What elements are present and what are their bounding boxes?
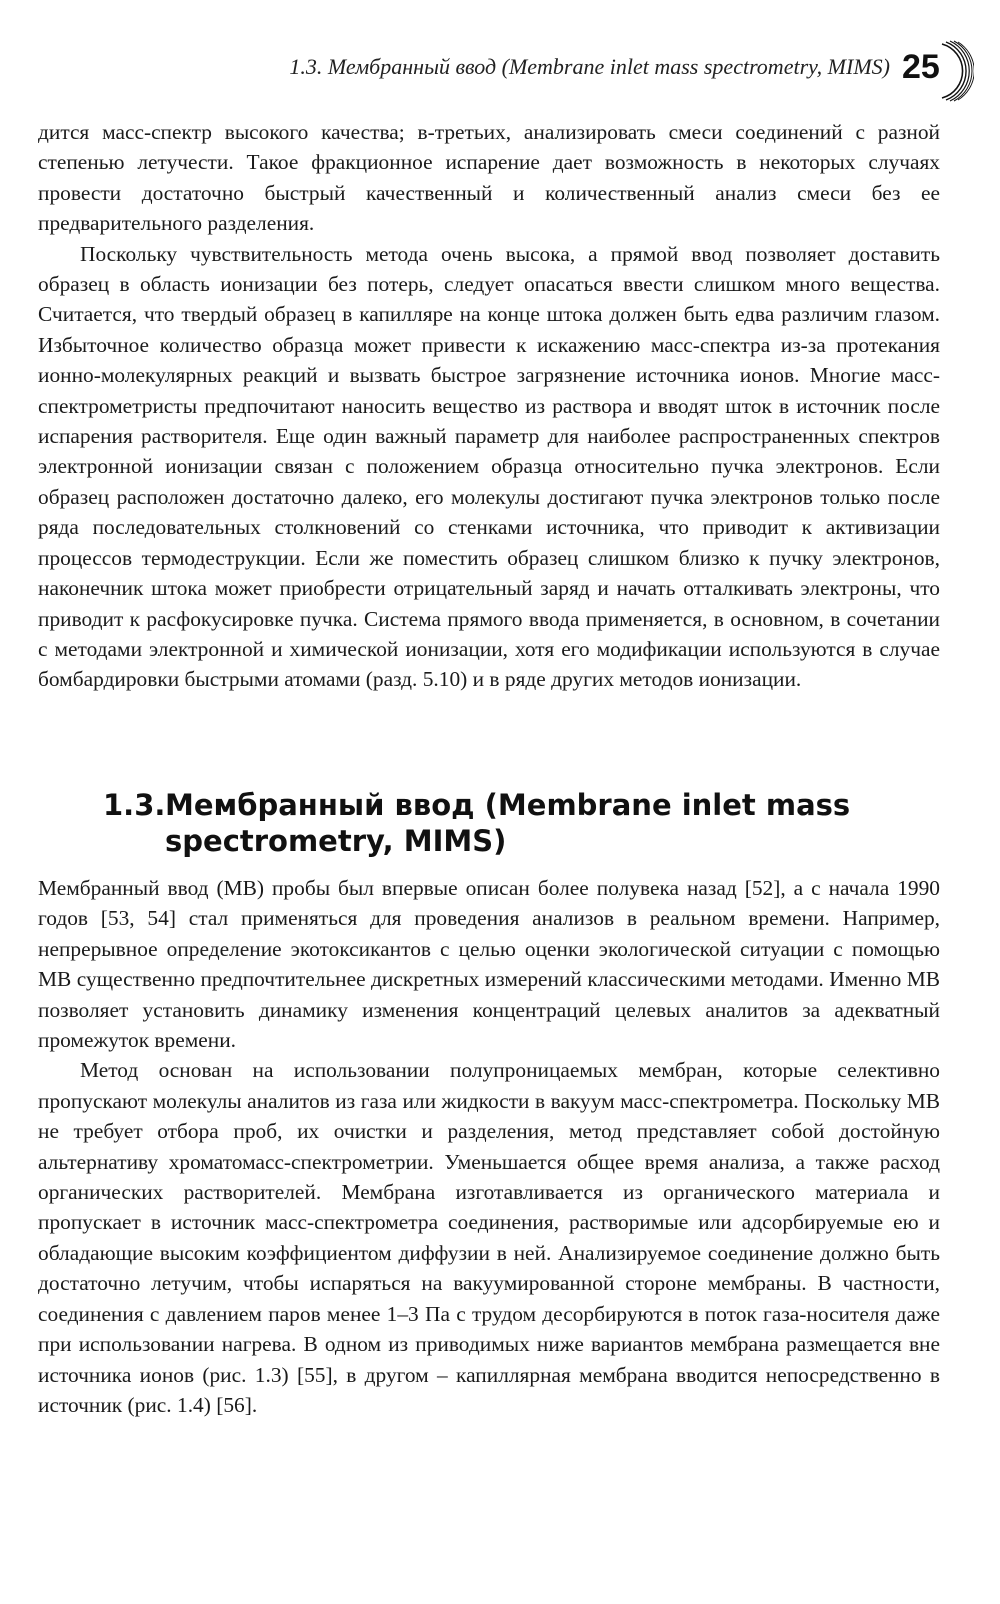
page-number: 25 (902, 48, 940, 86)
page-number-badge (898, 38, 974, 104)
section-heading (103, 787, 883, 859)
text-block-continued (38, 117, 940, 695)
paragraph: Метод основан на использовании полупроницаемых мембран, которые селективно пропускают молекулы аналитов из газа или жидкости в вакуум масс-спектрометра. Поскольку МВ не требует отбора проб, их очистки и разделения, метод представляет собой достойную альтернативу хроматомасс-спектрометрии. Уменьшается общее время анализа, а также расход органических растворителей. Мембрана изготавливается из органического материала и пропускает в источник масс-спектрометра соединения, растворимые или адсорбируемые ею и обладающие высоким коэффициентом диффузии в ней. Анализируемое соединение должно быть достаточно летучим, чтобы испаряться на вакуумированной стороне мембраны. В частности, соединения с давлением паров менее 1–3 Па с трудом десорбируются в поток газа-носителя даже при использовании нагрева. В одном из приводимых ниже вариантов мембрана размещается вне источника ионов (рис. 1.3) [55], в другом – капиллярная мембрана вводится непосредственно в источник (рис. 1.4) [56]. (38, 1058, 940, 1417)
section-title-line1: Мембранный ввод (Membrane inlet mass (165, 788, 851, 822)
paragraph: Мембранный ввод (МВ) пробы был впервые описан более полувека назад [52], а с начала 1990 годов [53, 54] стал применяться для проведения анализов в реальном времени. Например, непрерывное определение экотоксикантов с целью оценки экологической ситуации с помощью МВ существенно предпочтительнее дискретных измерений классическими методами. Именно МВ позволяет установить динамику изменения концентраций целевых аналитов за адекватный промежуток времени. (38, 876, 940, 1053)
paragraph: дится масс-спектр высокого качества; в-третьих, анализировать смеси соединений с разной степенью летучести. Такое фракционное испарение дает возможность в некоторых случаях провести достаточно быстрый качественный и количественный анализ смеси без ее предварительного разделения. (38, 120, 940, 236)
running-head: 1.3. Мембранный ввод (Membrane inlet mass spectrometry, MIMS) (289, 54, 890, 79)
paragraph: Поскольку чувствительность метода очень высока, а прямой ввод позволяет доставить образец в область ионизации без потерь, следует опасаться ввести слишком много вещества. Считается, что твердый образец в капилляре на конце штока должен быть едва различим глазом. Избыточное количество образца может привести к искажению масс-спектра из-за протекания ионно-молекулярных реакций и вызвать быстрое загрязнение источника ионов. Многие масс-спектрометристы предпочитают наносить вещество из раствора и вводят шток в источник после испарения растворителя. Еще один важный параметр для наиболее распространенных спектров электронной ионизации связан с положением образца относительно пучка электронов. Если образец расположен достаточно далеко, его молекулы достигают пучка электронов только после ряда последовательных столкновений со стенками источника, что приводит к активизации процессов термодеструкции. Если же поместить образец слишком близко к пучку электронов, наконечник штока может приобрести отрицательный заряд и начать отталкивать электроны, что приводит к расфокусировке пучка. Система прямого ввода применяется, в основном, в сочетании с методами электронной и химической ионизации, хотя его модификации используются в случае бомбардировки быстрыми атомами (разд. 5.10) и в ряде других методов ионизации. (38, 241, 940, 692)
section-title-line2: spectrometry, MIMS) (165, 824, 507, 858)
section-number: 1.3. (103, 788, 166, 822)
text-block-section (38, 873, 940, 1420)
